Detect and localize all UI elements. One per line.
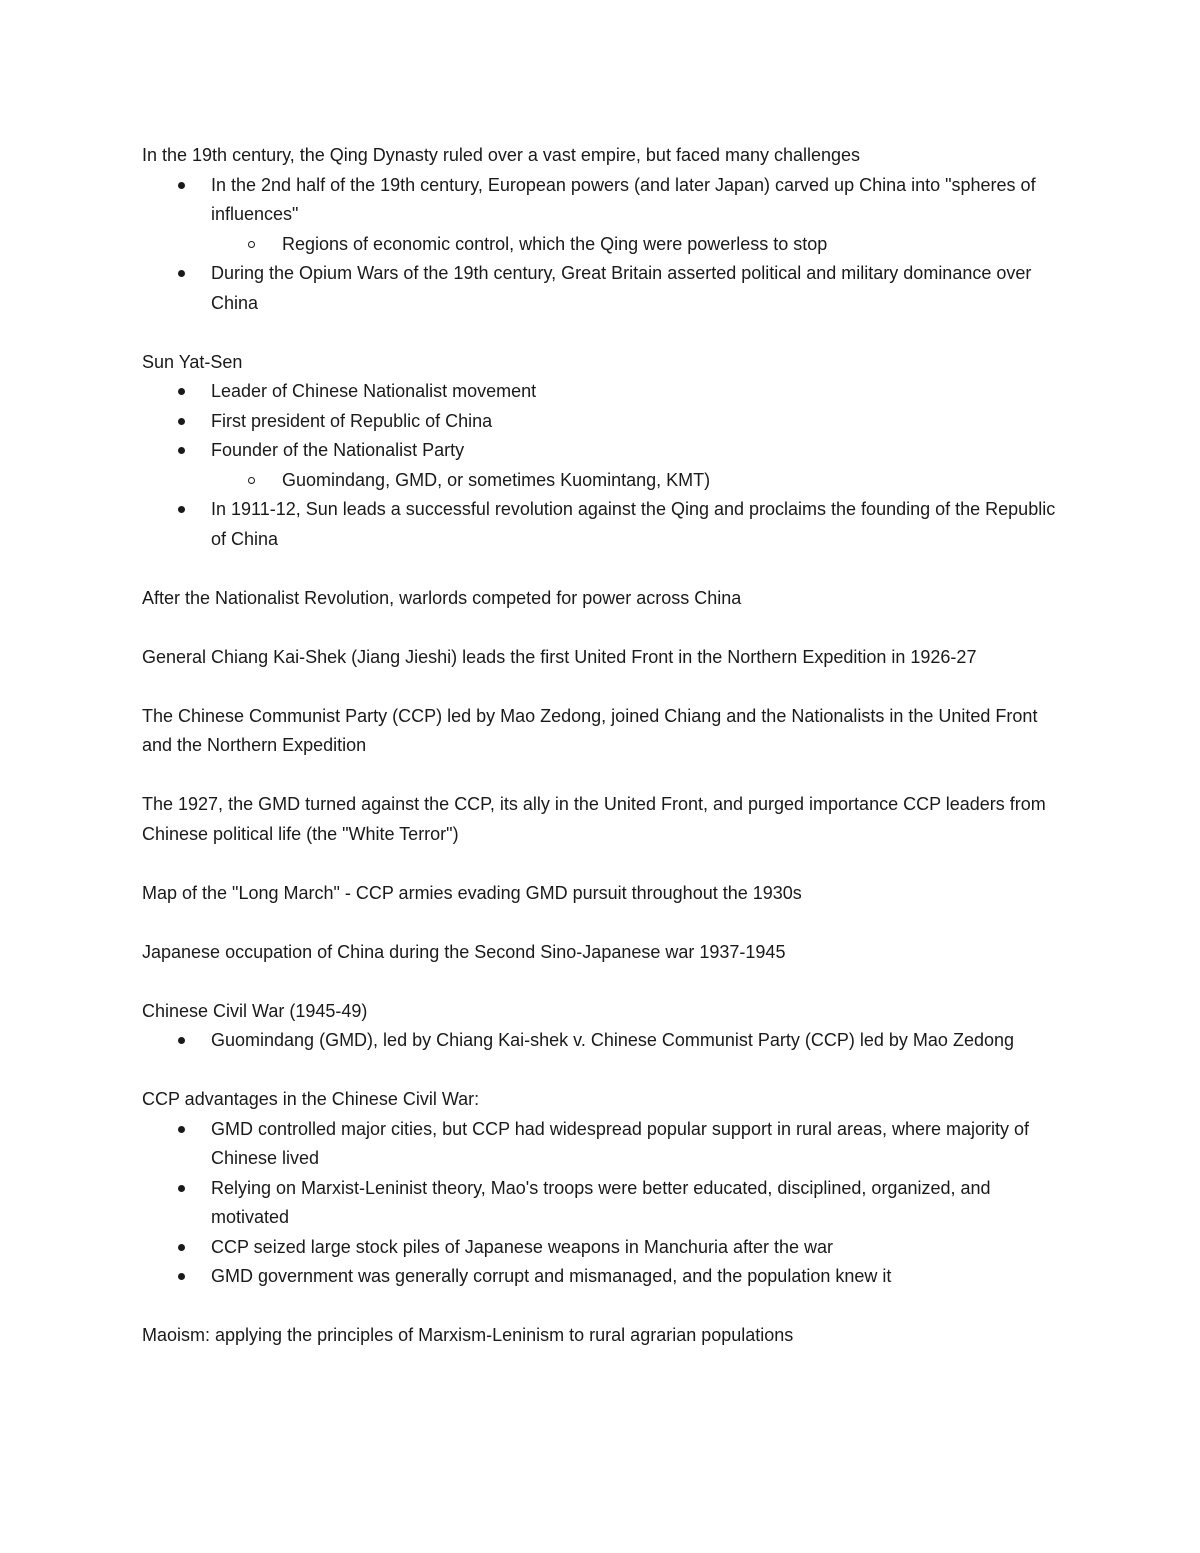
paragraph-spacer <box>142 967 1072 997</box>
paragraph-spacer <box>142 1056 1072 1086</box>
list-item: First president of Republic of China <box>142 407 1072 437</box>
list-item: GMD controlled major cities, but CCP had widespread popular support in rural areas, where majority of Chinese lived <box>142 1115 1072 1174</box>
paragraph-spacer <box>142 908 1072 938</box>
list-item: CCP seized large stock piles of Japanese weapons in Manchuria after the war <box>142 1233 1072 1263</box>
list-item: During the Opium Wars of the 19th century, Great Britain asserted political and military dominance over China <box>142 259 1072 318</box>
list-item: Leader of Chinese Nationalist movement <box>142 377 1072 407</box>
ccp-advantages-list <box>142 1115 1072 1292</box>
paragraph-spacer <box>142 554 1072 584</box>
list-item: GMD government was generally corrupt and mismanaged, and the population knew it <box>142 1262 1072 1292</box>
paragraph-spacer <box>142 849 1072 879</box>
paragraph-spacer <box>142 1292 1072 1322</box>
list-item: Founder of the Nationalist Party <box>142 436 1072 466</box>
japanese-occupation-paragraph: Japanese occupation of China during the Second Sino-Japanese war 1937-1945 <box>142 941 786 962</box>
paragraph-spacer <box>142 672 1072 702</box>
sub-list-item: Guomindang, GMD, or sometimes Kuomintang, KMT) <box>142 466 1072 496</box>
warlords-paragraph: After the Nationalist Revolution, warlords competed for power across China <box>142 587 742 608</box>
white-terror-paragraph: The 1927, the GMD turned against the CCP, its ally in the United Front, and purged importance CCP leaders from Chinese political life (the "White Terror") <box>142 794 1046 844</box>
paragraph-spacer <box>142 318 1072 348</box>
list-item: Relying on Marxist-Leninist theory, Mao's troops were better educated, disciplined, organized, and motivated <box>142 1174 1072 1233</box>
northern-expedition-paragraph: General Chiang Kai-Shek (Jiang Jieshi) leads the first United Front in the Northern Expedition in 1926-27 <box>142 646 977 667</box>
civil-war-heading: Chinese Civil War (1945-49) <box>142 1000 368 1021</box>
long-march-paragraph: Map of the "Long March" - CCP armies evading GMD pursuit throughout the 1930s <box>142 882 802 903</box>
civil-war-list <box>142 1026 1072 1056</box>
list-item: In the 2nd half of the 19th century, European powers (and later Japan) carved up China into "spheres of influences" <box>142 171 1072 230</box>
document-body <box>142 141 1072 1351</box>
ccp-advantages-heading: CCP advantages in the Chinese Civil War: <box>142 1089 480 1109</box>
sun-yat-sen-heading: Sun Yat-Sen <box>142 351 243 372</box>
qing-dynasty-heading: In the 19th century, the Qing Dynasty ruled over a vast empire, but faced many challenges <box>142 145 861 165</box>
sub-list-item: Regions of economic control, which the Qing were powerless to stop <box>142 230 1072 260</box>
paragraph-spacer <box>142 761 1072 791</box>
maoism-paragraph: Maoism: applying the principles of Marxism-Leninism to rural agrarian populations <box>142 1325 794 1345</box>
list-item: In 1911-12, Sun leads a successful revolution against the Qing and proclaims the founding of the Republic of China <box>142 495 1072 554</box>
list-item: Guomindang (GMD), led by Chiang Kai-shek v. Chinese Communist Party (CCP) led by Mao Zedong <box>142 1026 1072 1056</box>
paragraph-spacer <box>142 613 1072 643</box>
sun-yat-sen-list <box>142 377 1072 554</box>
qing-dynasty-list <box>142 171 1072 319</box>
ccp-united-front-paragraph: The Chinese Communist Party (CCP) led by Mao Zedong, joined Chiang and the Nationalists in the United Front and the Northern Expedition <box>142 705 1038 755</box>
